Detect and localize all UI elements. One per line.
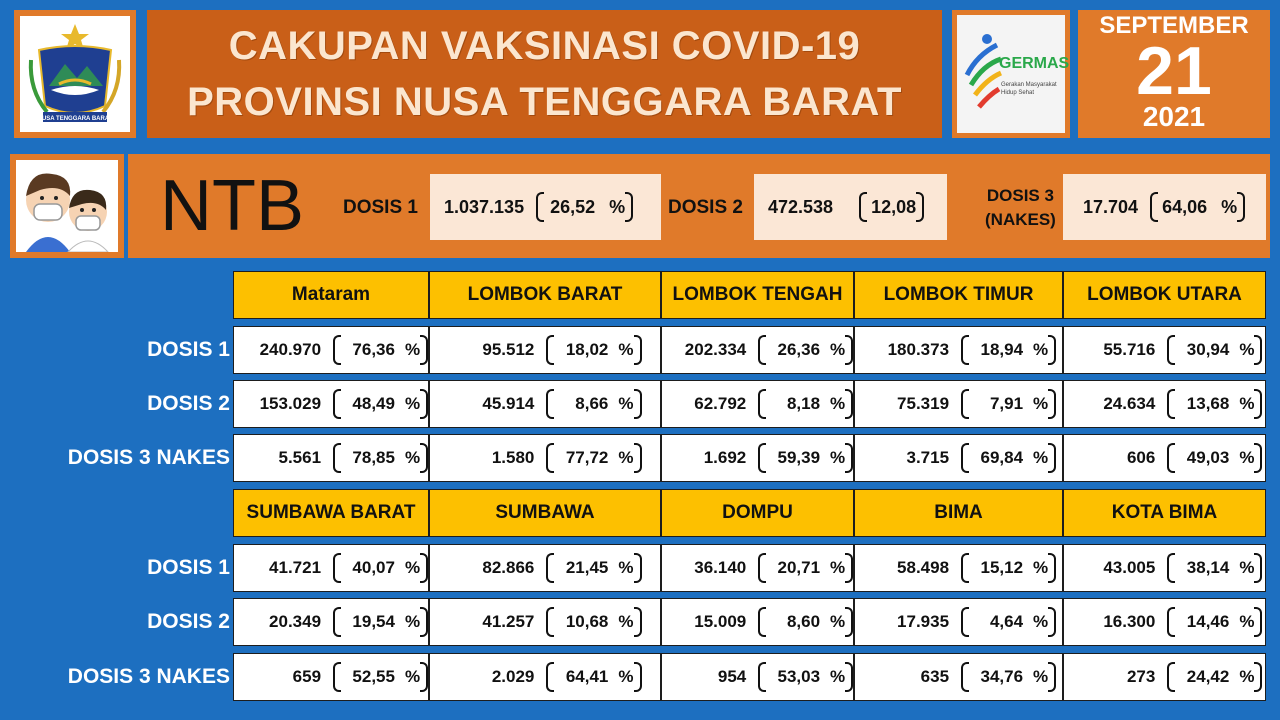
region-label: NTB	[160, 166, 304, 246]
percent-unit: %	[404, 340, 421, 359]
bracket-right	[420, 389, 428, 419]
emblem-caption: NUSA TENGGARA BARAT	[37, 116, 113, 122]
dose-count: 16.300	[1103, 612, 1156, 631]
dose-count: 20.349	[269, 612, 322, 631]
district-header: LOMBOK TENGAH	[661, 271, 854, 319]
dose-count: 3.715	[906, 448, 950, 467]
masked-kids-illustration	[16, 160, 118, 252]
percent-unit: %	[618, 394, 634, 413]
summary-d3-box	[1063, 174, 1266, 240]
bracket-right	[845, 553, 853, 583]
dose-count: 635	[920, 667, 950, 686]
bracket-right	[634, 553, 642, 583]
coverage-percent: 64,41	[565, 667, 609, 686]
coverage-percent: 13,68	[1186, 394, 1230, 413]
district-header: BIMA	[854, 489, 1063, 537]
data-cell	[854, 434, 1063, 482]
bracket-left	[1150, 192, 1158, 222]
bracket-right	[1048, 662, 1056, 692]
data-cell	[233, 653, 429, 701]
district-header: LOMBOK TIMUR	[854, 271, 1063, 319]
row-label: DOSIS 3 NAKES	[67, 446, 230, 469]
bracket-right	[1254, 662, 1262, 692]
data-cell	[1063, 653, 1266, 701]
bracket-left	[546, 335, 554, 365]
row-label: DOSIS 2	[147, 610, 230, 633]
data-cell	[854, 544, 1063, 592]
summary-d2-value: 472.538	[768, 196, 834, 217]
data-cell	[233, 326, 429, 374]
date-year: 2021	[1142, 101, 1206, 132]
bracket-right	[1254, 389, 1262, 419]
bracket-left	[546, 607, 554, 637]
percent-unit: %	[1033, 612, 1049, 631]
percent-unit: %	[404, 667, 421, 686]
row-label: DOSIS 2	[147, 392, 230, 415]
percent-unit: %	[1033, 394, 1049, 413]
dose-count: 1.580	[491, 448, 535, 467]
bracket-right	[845, 607, 853, 637]
coverage-percent: 69,84	[980, 448, 1024, 467]
data-cell	[661, 380, 854, 428]
bracket-right	[1048, 335, 1056, 365]
percent-unit: %	[618, 667, 634, 686]
dose-count: 5.561	[278, 448, 322, 467]
bracket-left	[333, 443, 341, 473]
coverage-percent: 59,39	[777, 448, 821, 467]
district-header: KOTA BIMA	[1063, 489, 1266, 537]
date-month: SEPTEMBER	[1099, 12, 1249, 39]
bracket-right	[1237, 192, 1245, 222]
dose-count: 43.005	[1103, 558, 1156, 577]
bracket-left	[961, 443, 969, 473]
bracket-right	[1048, 389, 1056, 419]
bracket-left	[1167, 553, 1175, 583]
dose-count: 58.498	[897, 558, 950, 577]
bracket-right	[420, 607, 428, 637]
data-cell	[661, 544, 854, 592]
bracket-right	[420, 335, 428, 365]
bracket-right	[634, 335, 642, 365]
summary-d3-value: 17.704	[1083, 196, 1139, 217]
dose-count: 954	[717, 667, 747, 686]
percent-unit: %	[618, 612, 634, 631]
percent-unit: %	[404, 394, 421, 413]
bracket-left	[758, 553, 766, 583]
summary-d3-label	[985, 184, 1056, 232]
district-header: SUMBAWA BARAT	[233, 489, 429, 537]
data-cell	[1063, 544, 1266, 592]
summary-d3-unit: %	[1221, 196, 1238, 217]
bracket-left	[758, 443, 766, 473]
row-label: DOSIS 1	[147, 556, 230, 579]
percent-unit: %	[1033, 558, 1049, 577]
percent-unit: %	[618, 340, 634, 359]
bracket-left	[546, 662, 554, 692]
percent-unit: %	[1239, 667, 1255, 686]
percent-unit: %	[618, 448, 634, 467]
district-header: LOMBOK BARAT	[429, 271, 661, 319]
data-cell	[661, 653, 854, 701]
percent-unit: %	[404, 448, 421, 467]
bracket-left	[546, 389, 554, 419]
data-cell	[854, 326, 1063, 374]
dose-count: 17.935	[897, 612, 950, 631]
bracket-left	[333, 607, 341, 637]
data-cell	[661, 598, 854, 646]
germas-logo-frame	[952, 10, 1070, 138]
bracket-right	[1254, 443, 1262, 473]
bracket-left	[1167, 662, 1175, 692]
data-cell	[854, 598, 1063, 646]
dose-count: 41.257	[482, 612, 535, 631]
coverage-percent: 7,91	[989, 394, 1024, 413]
coverage-percent: 15,12	[980, 558, 1024, 577]
bracket-right	[634, 389, 642, 419]
percent-unit: %	[1239, 448, 1255, 467]
dose-count: 24.634	[1103, 394, 1156, 413]
data-cell	[429, 544, 661, 592]
data-cell	[429, 598, 661, 646]
data-cell	[854, 380, 1063, 428]
coverage-percent: 48,49	[352, 394, 395, 413]
percent-unit: %	[404, 612, 421, 631]
bracket-left	[1167, 335, 1175, 365]
bracket-right	[420, 443, 428, 473]
bracket-right	[634, 443, 642, 473]
title-line-1: CAKUPAN VAKSINASI COVID-19	[228, 24, 861, 68]
bracket-left	[961, 389, 969, 419]
bracket-left	[961, 553, 969, 583]
percent-unit: %	[830, 612, 846, 631]
coverage-percent: 18,02	[565, 340, 609, 359]
coverage-percent: 8,60	[786, 612, 821, 631]
data-cell	[429, 434, 661, 482]
coverage-percent: 21,45	[565, 558, 609, 577]
coverage-percent: 18,94	[980, 340, 1024, 359]
dose-count: 180.373	[887, 340, 950, 359]
bracket-left	[546, 553, 554, 583]
title-banner	[147, 10, 942, 138]
bracket-right	[845, 335, 853, 365]
bracket-right	[1048, 607, 1056, 637]
germas-subtitle	[1001, 81, 1057, 97]
dose-count: 606	[1126, 448, 1156, 467]
dose-count: 95.512	[482, 340, 535, 359]
summary-d1-unit: %	[609, 196, 626, 217]
data-cell	[233, 380, 429, 428]
data-cell	[661, 434, 854, 482]
coverage-percent: 53,03	[777, 667, 821, 686]
bracket-left	[333, 389, 341, 419]
bracket-left	[758, 607, 766, 637]
dose-count: 1.692	[703, 448, 747, 467]
coverage-percent: 19,54	[352, 612, 395, 631]
coverage-percent: 52,55	[352, 667, 395, 686]
dose-count: 15.009	[694, 612, 747, 631]
bracket-right	[634, 607, 642, 637]
data-cell	[429, 653, 661, 701]
coverage-percent: 8,18	[786, 394, 821, 413]
bracket-left	[758, 389, 766, 419]
bracket-left	[1167, 443, 1175, 473]
coverage-percent: 20,71	[777, 558, 821, 577]
bracket-right	[845, 662, 853, 692]
percent-unit: %	[1239, 394, 1255, 413]
bracket-right	[1254, 335, 1262, 365]
row-label: DOSIS 1	[147, 338, 230, 361]
coverage-percent: 14,46	[1186, 612, 1230, 631]
dose-count: 659	[292, 667, 322, 686]
percent-unit: %	[830, 448, 846, 467]
bracket-left	[961, 607, 969, 637]
district-header: DOMPU	[661, 489, 854, 537]
coverage-percent: 76,36	[352, 340, 395, 359]
bracket-left	[1167, 607, 1175, 637]
district-header: Mataram	[233, 271, 429, 319]
bracket-right	[420, 553, 428, 583]
district-header: LOMBOK UTARA	[1063, 271, 1266, 319]
coverage-percent: 8,66	[575, 394, 609, 413]
bracket-left	[758, 335, 766, 365]
summary-d1-label: DOSIS 1	[343, 197, 418, 218]
bracket-right	[916, 192, 924, 222]
data-cell	[661, 326, 854, 374]
coverage-percent: 4,64	[989, 612, 1024, 631]
coverage-percent: 30,94	[1186, 340, 1230, 359]
date-panel	[1078, 10, 1270, 138]
data-cell	[429, 326, 661, 374]
summary-d3-label-line2: (NAKES)	[985, 210, 1056, 229]
bracket-left	[333, 662, 341, 692]
ntb-emblem	[20, 16, 130, 132]
dose-count: 36.140	[694, 558, 747, 577]
bracket-left	[536, 192, 544, 222]
germas-word: GERMAS	[999, 55, 1070, 72]
dose-count: 41.721	[269, 558, 322, 577]
data-cell	[854, 653, 1063, 701]
bracket-left	[1167, 389, 1175, 419]
bracket-right	[420, 662, 428, 692]
logo-frame	[14, 10, 136, 138]
dose-count: 202.334	[684, 340, 747, 359]
percent-unit: %	[1239, 558, 1255, 577]
data-cell	[1063, 598, 1266, 646]
bracket-right	[634, 662, 642, 692]
percent-unit: %	[1239, 340, 1255, 359]
percent-unit: %	[830, 558, 846, 577]
dose-count: 62.792	[694, 394, 747, 413]
coverage-percent: 78,85	[352, 448, 395, 467]
data-cell	[1063, 326, 1266, 374]
percent-unit: %	[830, 394, 846, 413]
coverage-percent: 40,07	[352, 558, 395, 577]
bracket-right	[1254, 607, 1262, 637]
summary-d2-label: DOSIS 2	[668, 197, 743, 218]
bracket-right	[625, 192, 633, 222]
bracket-left	[961, 335, 969, 365]
bracket-right	[1048, 443, 1056, 473]
bracket-right	[845, 389, 853, 419]
coverage-percent: 26,36	[777, 340, 821, 359]
dose-count: 82.866	[482, 558, 535, 577]
summary-d3-pct: 64,06	[1162, 196, 1208, 217]
kids-image-frame	[10, 154, 124, 258]
coverage-percent: 77,72	[565, 448, 609, 467]
percent-unit: %	[1239, 612, 1255, 631]
summary-d1-box	[430, 174, 661, 240]
coverage-percent: 34,76	[980, 667, 1024, 686]
summary-d2-box	[754, 174, 947, 240]
coverage-percent: 38,14	[1186, 558, 1230, 577]
germas-logo	[957, 15, 1070, 133]
percent-unit: %	[1033, 448, 1049, 467]
summary-d2-pct: 12,08	[871, 196, 917, 217]
data-cell	[233, 434, 429, 482]
data-cell	[1063, 434, 1266, 482]
data-cell	[233, 544, 429, 592]
percent-unit: %	[830, 340, 846, 359]
bracket-right	[845, 443, 853, 473]
percent-unit: %	[1033, 340, 1049, 359]
data-cell	[429, 380, 661, 428]
percent-unit: %	[830, 667, 846, 686]
germas-sub-1: Gerakan Masyarakat	[1001, 82, 1057, 88]
dose-count: 2.029	[491, 667, 535, 686]
district-header: SUMBAWA	[429, 489, 661, 537]
percent-unit: %	[1033, 667, 1049, 686]
date-day: 21	[1136, 33, 1212, 109]
bracket-left	[859, 192, 867, 222]
dose-count: 45.914	[482, 394, 535, 413]
bracket-left	[961, 662, 969, 692]
summary-d1-value: 1.037.135	[444, 196, 525, 217]
dose-count: 153.029	[259, 394, 322, 413]
coverage-percent: 24,42	[1186, 667, 1230, 686]
bracket-right	[1254, 553, 1262, 583]
percent-unit: %	[404, 558, 421, 577]
dose-count: 55.716	[1103, 340, 1156, 359]
summary-d1-pct: 26,52	[550, 196, 596, 217]
bracket-left	[546, 443, 554, 473]
row-label: DOSIS 3 NAKES	[67, 665, 230, 688]
data-cell	[233, 598, 429, 646]
bracket-left	[333, 335, 341, 365]
bracket-left	[333, 553, 341, 583]
coverage-percent: 10,68	[565, 612, 609, 631]
title-line-2: PROVINSI NUSA TENGGARA BARAT	[187, 80, 902, 124]
data-cell	[1063, 380, 1266, 428]
dose-count: 75.319	[897, 394, 950, 413]
bracket-right	[1048, 553, 1056, 583]
percent-unit: %	[618, 558, 634, 577]
germas-sub-2: Hidup Sehat	[1001, 90, 1035, 96]
summary-d3-label-line1: DOSIS 3	[986, 186, 1054, 205]
dose-count: 240.970	[259, 340, 322, 359]
bracket-left	[758, 662, 766, 692]
dose-count: 273	[1126, 667, 1156, 686]
coverage-percent: 49,03	[1186, 448, 1230, 467]
